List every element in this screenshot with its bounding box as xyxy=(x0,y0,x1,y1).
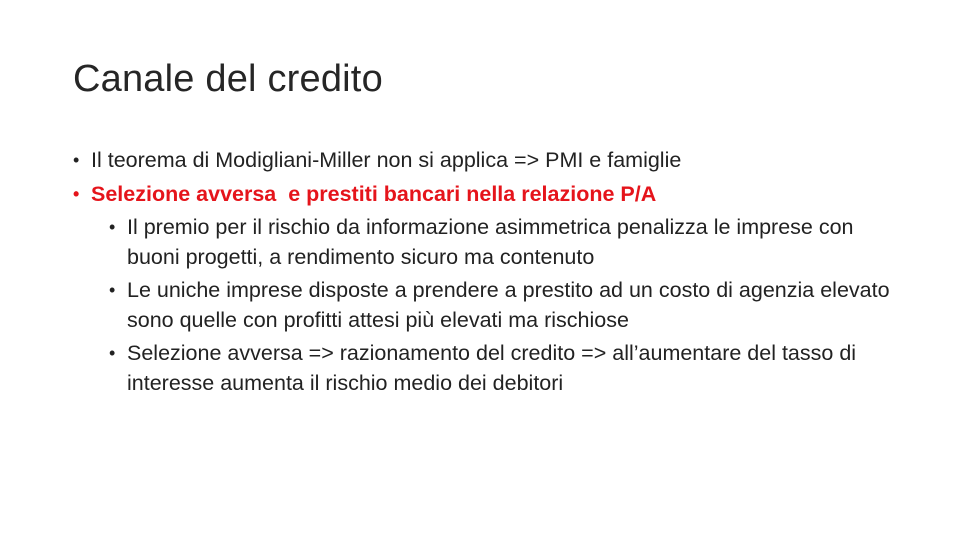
bullet-text: Il teorema di Modigliani-Miller non si applica => PMI e famiglie xyxy=(91,148,682,172)
bullet-dot-icon: • xyxy=(109,280,116,300)
sub-bullet-item xyxy=(73,339,893,398)
bullet-dot-icon: • xyxy=(109,217,116,237)
sub-bullet-text: Le uniche imprese disposte a prendere a prestito ad un costo di agenzia elevato sono quelle con profitti attesi più elevati ma rischiose xyxy=(127,278,890,332)
bullet-dot-icon: • xyxy=(73,183,80,204)
bullet-text: Selezione avversa e prestiti bancari nella relazione P/A xyxy=(91,181,657,206)
bullet-dot-icon: • xyxy=(73,150,80,170)
sub-bullet-item xyxy=(73,276,893,335)
slide-title: Canale del credito xyxy=(73,58,383,100)
sub-bullet-text: Selezione avversa => razionamento del credito => all’aumentare del tasso di interesse aumenta il rischio medio dei debitori xyxy=(127,341,857,395)
bullet-item xyxy=(73,146,893,176)
bullet-dot-icon: • xyxy=(109,343,116,363)
sub-bullet-text: Il premio per il rischio da informazione asimmetrica penalizza le imprese con buoni progetti, a rendimento sicuro ma contenuto xyxy=(127,215,854,269)
slide-body xyxy=(73,146,893,402)
bullet-item-highlighted xyxy=(73,180,893,210)
sub-bullet-item xyxy=(73,213,893,272)
